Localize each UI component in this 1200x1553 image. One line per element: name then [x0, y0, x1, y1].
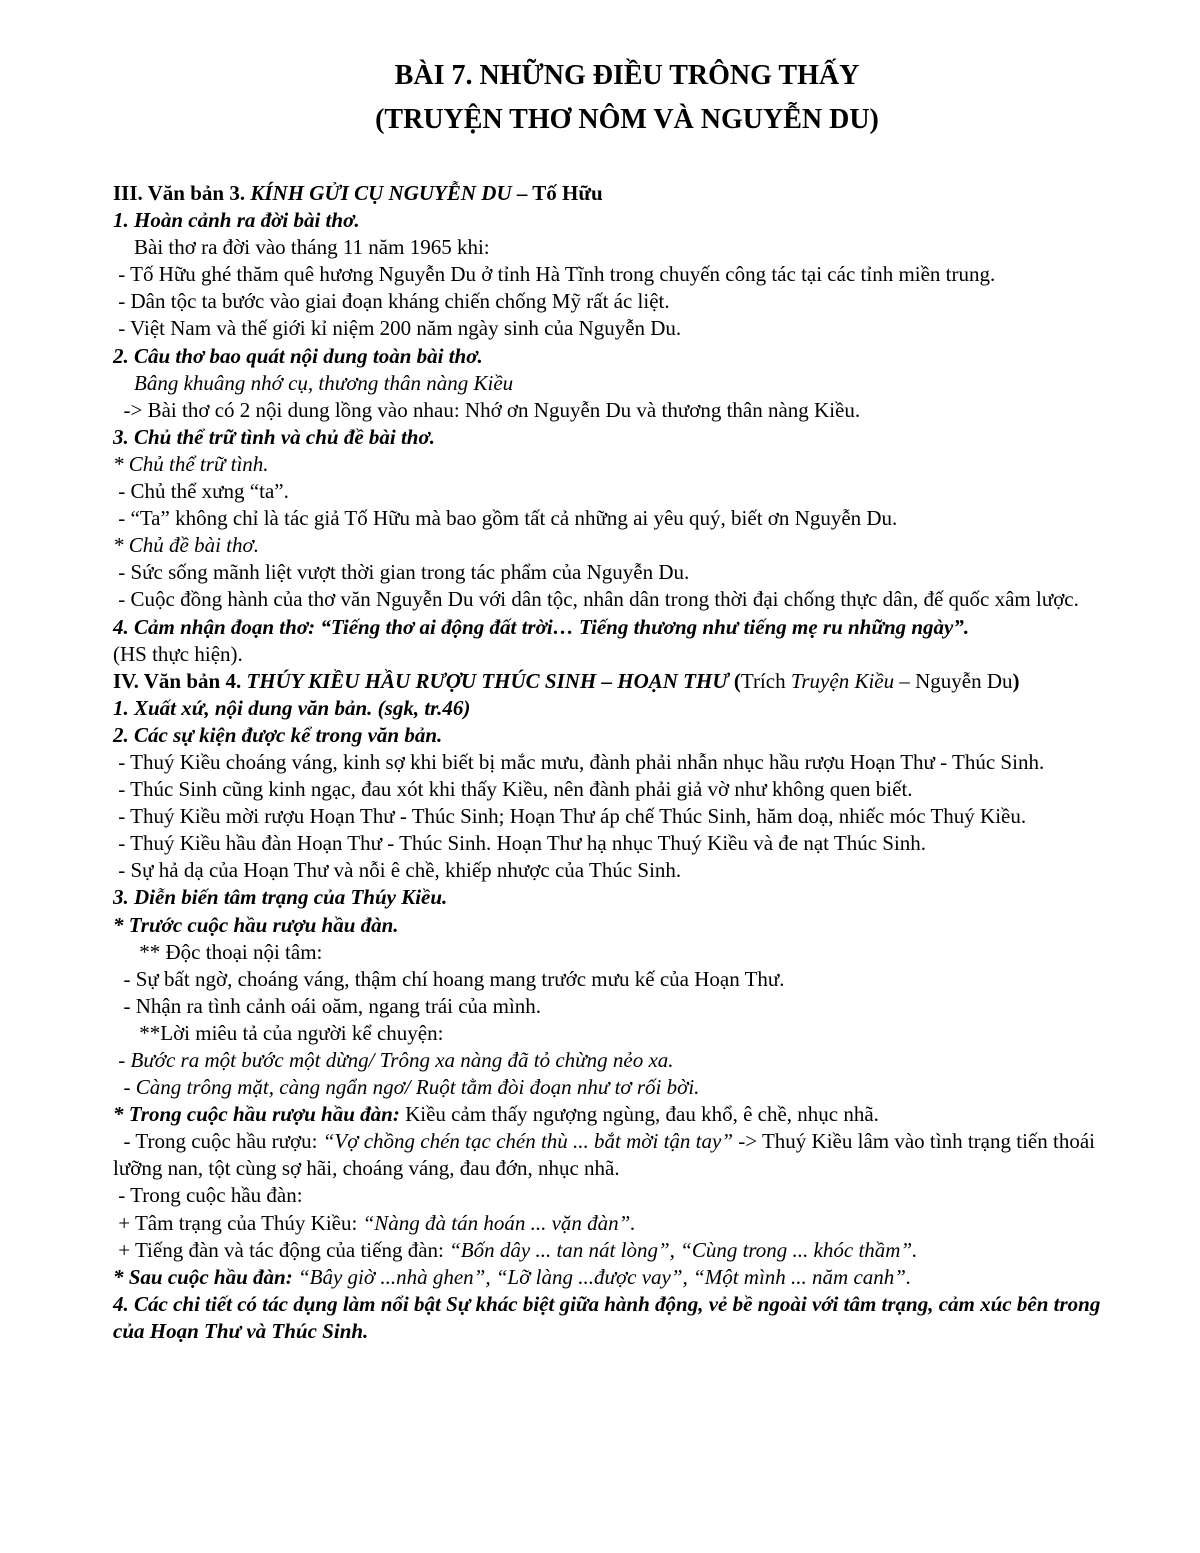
text-line	[113, 288, 1123, 315]
text-line	[113, 505, 1123, 532]
text-run: - Chủ thể xưng “ta”.	[113, 479, 289, 504]
text-run: -> Thuý Kiều lâm vào tình trạng tiến thoái lưỡng nan, tột cùng sợ hãi, choáng váng, đau đớn, nhục nhã.	[113, 1129, 1101, 1181]
text-line	[113, 261, 1123, 288]
text-run: -> Bài thơ có 2 nội dung lồng vào nhau: Nhớ ơn Nguyễn Du và thương thân nàng Kiều.	[113, 397, 861, 422]
mixed-line	[113, 1237, 1123, 1264]
text-run: (	[728, 668, 741, 693]
text-line	[113, 857, 1123, 884]
subheading	[113, 912, 1123, 939]
text-run: “Bốn dây ... tan nát lòng”, “Cùng trong ... khóc thầm”.	[449, 1237, 918, 1262]
text-run: “Bây giờ ...nhà ghen”, “Lỡ làng ...được vay”, “Một mình ... năm canh”.	[292, 1264, 912, 1289]
text-run: “Nàng đà tán hoán ... vặn đàn”.	[362, 1210, 636, 1235]
text-run: - Thuý Kiều choáng váng, kinh sợ khi biết bị mắc mưu, đành phải nhẫn nhục hầu rượu Hoạn Thư - Thúc Sinh.	[113, 749, 1045, 774]
mixed-line	[113, 1210, 1123, 1237]
text-line	[113, 830, 1123, 857]
document-title-line-1: BÀI 7. NHỮNG ĐIỀU TRÔNG THẤY	[394, 60, 860, 91]
text-run: 1. Xuất xứ, nội dung văn bản. (sgk, tr.46)	[113, 695, 471, 720]
subheading	[113, 884, 1123, 911]
italic-line	[113, 451, 1123, 478]
text-line	[113, 559, 1123, 586]
text-run: (HS thực hiện).	[113, 641, 243, 666]
text-run: - Việt Nam và thế giới kỉ niệm 200 năm ngày sinh của Nguyễn Du.	[113, 316, 682, 341]
subheading	[113, 695, 1123, 722]
text-line	[113, 966, 1123, 993]
subheading	[113, 207, 1123, 234]
text-line	[113, 234, 1123, 261]
poem-line	[113, 1047, 1123, 1074]
text-run: - Dân tộc ta bước vào giai đoạn kháng chiến chống Mỹ rất ác liệt.	[113, 289, 670, 314]
text-run: - Cuộc đồng hành của thơ văn Nguyễn Du với dân tộc, nhân dân trong thời đại chống thực dân, đế quốc xâm lược.	[113, 587, 1079, 612]
text-run: – Nguyễn Du	[894, 668, 1013, 693]
text-run: - Tố Hữu ghé thăm quê hương Nguyễn Du ở tỉnh Hà Tĩnh trong chuyến công tác tại các tỉnh miền trung.	[113, 262, 996, 287]
text-run: Truyện Kiều	[790, 668, 895, 693]
text-run: + Tâm trạng của Thúy Kiều:	[113, 1210, 363, 1235]
mixed-line	[113, 1264, 1123, 1291]
subheading	[113, 1291, 1123, 1345]
text-run: Bâng khuâng nhớ cụ, thương thân nàng Kiều	[113, 370, 514, 395]
subheading	[113, 614, 1123, 641]
text-line	[113, 776, 1123, 803]
text-run: * Chủ thể trữ tình.	[113, 451, 269, 476]
text-line	[113, 641, 1123, 668]
text-line	[113, 315, 1123, 342]
text-run: THÚY KIỀU HẦU RƯỢU THÚC SINH – HOẠN THƯ	[246, 668, 729, 693]
document-body	[113, 180, 1123, 1345]
text-run: - Thúc Sinh cũng kinh ngạc, đau xót khi thấy Kiều, nên đành phải giả vờ như không quen biết.	[113, 777, 913, 802]
text-run: - Càng trông mặt, càng ngẩn ngơ/ Ruột tằm đòi đoạn như tơ rối bời.	[113, 1075, 700, 1100]
text-run: 3. Chủ thể trữ tình và chủ đề bài thơ.	[113, 424, 436, 449]
text-run: 2. Các sự kiện được kể trong văn bản.	[113, 722, 443, 747]
text-run: Bài thơ ra đời vào tháng 11 năm 1965 khi:	[113, 235, 490, 260]
text-run: )	[1012, 668, 1020, 693]
text-run: * Trong cuộc hầu rượu hầu đàn:	[113, 1102, 400, 1127]
text-paragraph	[113, 1128, 1123, 1182]
text-run: “Vợ chồng chén tạc chén thù ... bắt mời tận tay”	[322, 1129, 734, 1154]
text-run: * Trước cuộc hầu rượu hầu đàn.	[113, 912, 399, 937]
text-run: - Nhận ra tình cảnh oái oăm, ngang trái của mình.	[113, 993, 542, 1018]
subheading	[113, 424, 1123, 451]
text-line	[113, 1182, 1123, 1209]
text-run: 2. Câu thơ bao quát nội dung toàn bài thơ.	[113, 343, 483, 368]
text-line	[113, 1020, 1123, 1047]
document-title-line-2: (TRUYỆN THƠ NÔM VÀ NGUYỄN DU)	[375, 104, 879, 135]
text-run: - Sức sống mãnh liệt vượt thời gian trong tác phẩm của Nguyễn Du.	[113, 560, 690, 585]
text-run: **Lời miêu tả của người kể chuyện:	[113, 1020, 444, 1045]
text-run: IV. Văn bản 4.	[113, 668, 247, 693]
text-run: Kiều cảm thấy ngượng ngùng, đau khổ, ê chề, nhục nhã.	[399, 1102, 879, 1127]
poem-line	[113, 370, 1123, 397]
text-run: 4. Các chi tiết có tác dụng làm nổi bật Sự khác biệt giữa hành động, vẻ bề ngoài với tâm trạng, cảm xúc bên trong của Hoạn Thư và Thúc Sinh.	[113, 1291, 1106, 1343]
text-run: 4. Cảm nhận đoạn thơ: “Tiếng thơ ai động đất trời… Tiếng thương như tiếng mẹ ru những ngày”.	[113, 614, 970, 639]
text-paragraph	[113, 803, 1123, 830]
text-run: - Trong cuộc hầu rượu:	[113, 1129, 323, 1154]
text-line	[113, 939, 1123, 966]
text-run: * Chủ đề bài thơ.	[113, 533, 259, 558]
text-run: - Thuý Kiều mời rượu Hoạn Thư - Thúc Sinh; Hoạn Thư áp chế Thúc Sinh, hăm doạ, nhiếc móc Thuý Kiều.	[113, 804, 1027, 829]
text-run: + Tiếng đàn và tác động của tiếng đàn:	[113, 1237, 450, 1262]
text-run: 3. Diễn biến tâm trạng của Thúy Kiều.	[113, 885, 448, 910]
text-line	[113, 993, 1123, 1020]
text-run: - Thuý Kiều hầu đàn Hoạn Thư - Thúc Sinh. Hoạn Thư hạ nhục Thuý Kiều và đe nạt Thúc Sinh.	[113, 831, 927, 856]
section-heading-4	[113, 668, 1123, 695]
text-run: Trích	[740, 668, 791, 693]
text-line	[113, 397, 1123, 424]
text-line	[113, 478, 1123, 505]
text-run: KÍNH GỬI CỤ NGUYỄN DU	[250, 181, 512, 205]
text-run: - Sự bất ngờ, choáng váng, thậm chí hoang mang trước mưu kế của Hoạn Thư.	[113, 966, 785, 991]
text-run: * Sau cuộc hầu đàn:	[113, 1264, 293, 1289]
mixed-line	[113, 1101, 1123, 1128]
section-heading-3	[113, 180, 1123, 207]
subheading	[113, 343, 1123, 370]
text-run: - Sự hả dạ của Hoạn Thư và nỗi ê chề, khiếp nhược của Thúc Sinh.	[113, 858, 682, 883]
poem-line	[113, 1074, 1123, 1101]
subheading	[113, 722, 1123, 749]
text-run: - Trong cuộc hầu đàn:	[113, 1183, 303, 1208]
text-run: 1. Hoàn cảnh ra đời bài thơ.	[113, 208, 360, 233]
text-run: ** Độc thoại nội tâm:	[113, 939, 323, 964]
italic-line	[113, 532, 1123, 559]
text-run: III. Văn bản 3.	[113, 181, 251, 205]
text-run: - Bước ra một bước một dừng/ Trông xa nàng đã tỏ chừng nẻo xa.	[113, 1048, 674, 1072]
text-run: - “Ta” không chỉ là tác giả Tố Hữu mà bao gồm tất cả những ai yêu quý, biết ơn Nguyễn Du.	[113, 506, 898, 531]
text-paragraph	[113, 586, 1123, 613]
text-run: – Tố Hữu	[511, 181, 603, 205]
text-paragraph	[113, 749, 1123, 776]
